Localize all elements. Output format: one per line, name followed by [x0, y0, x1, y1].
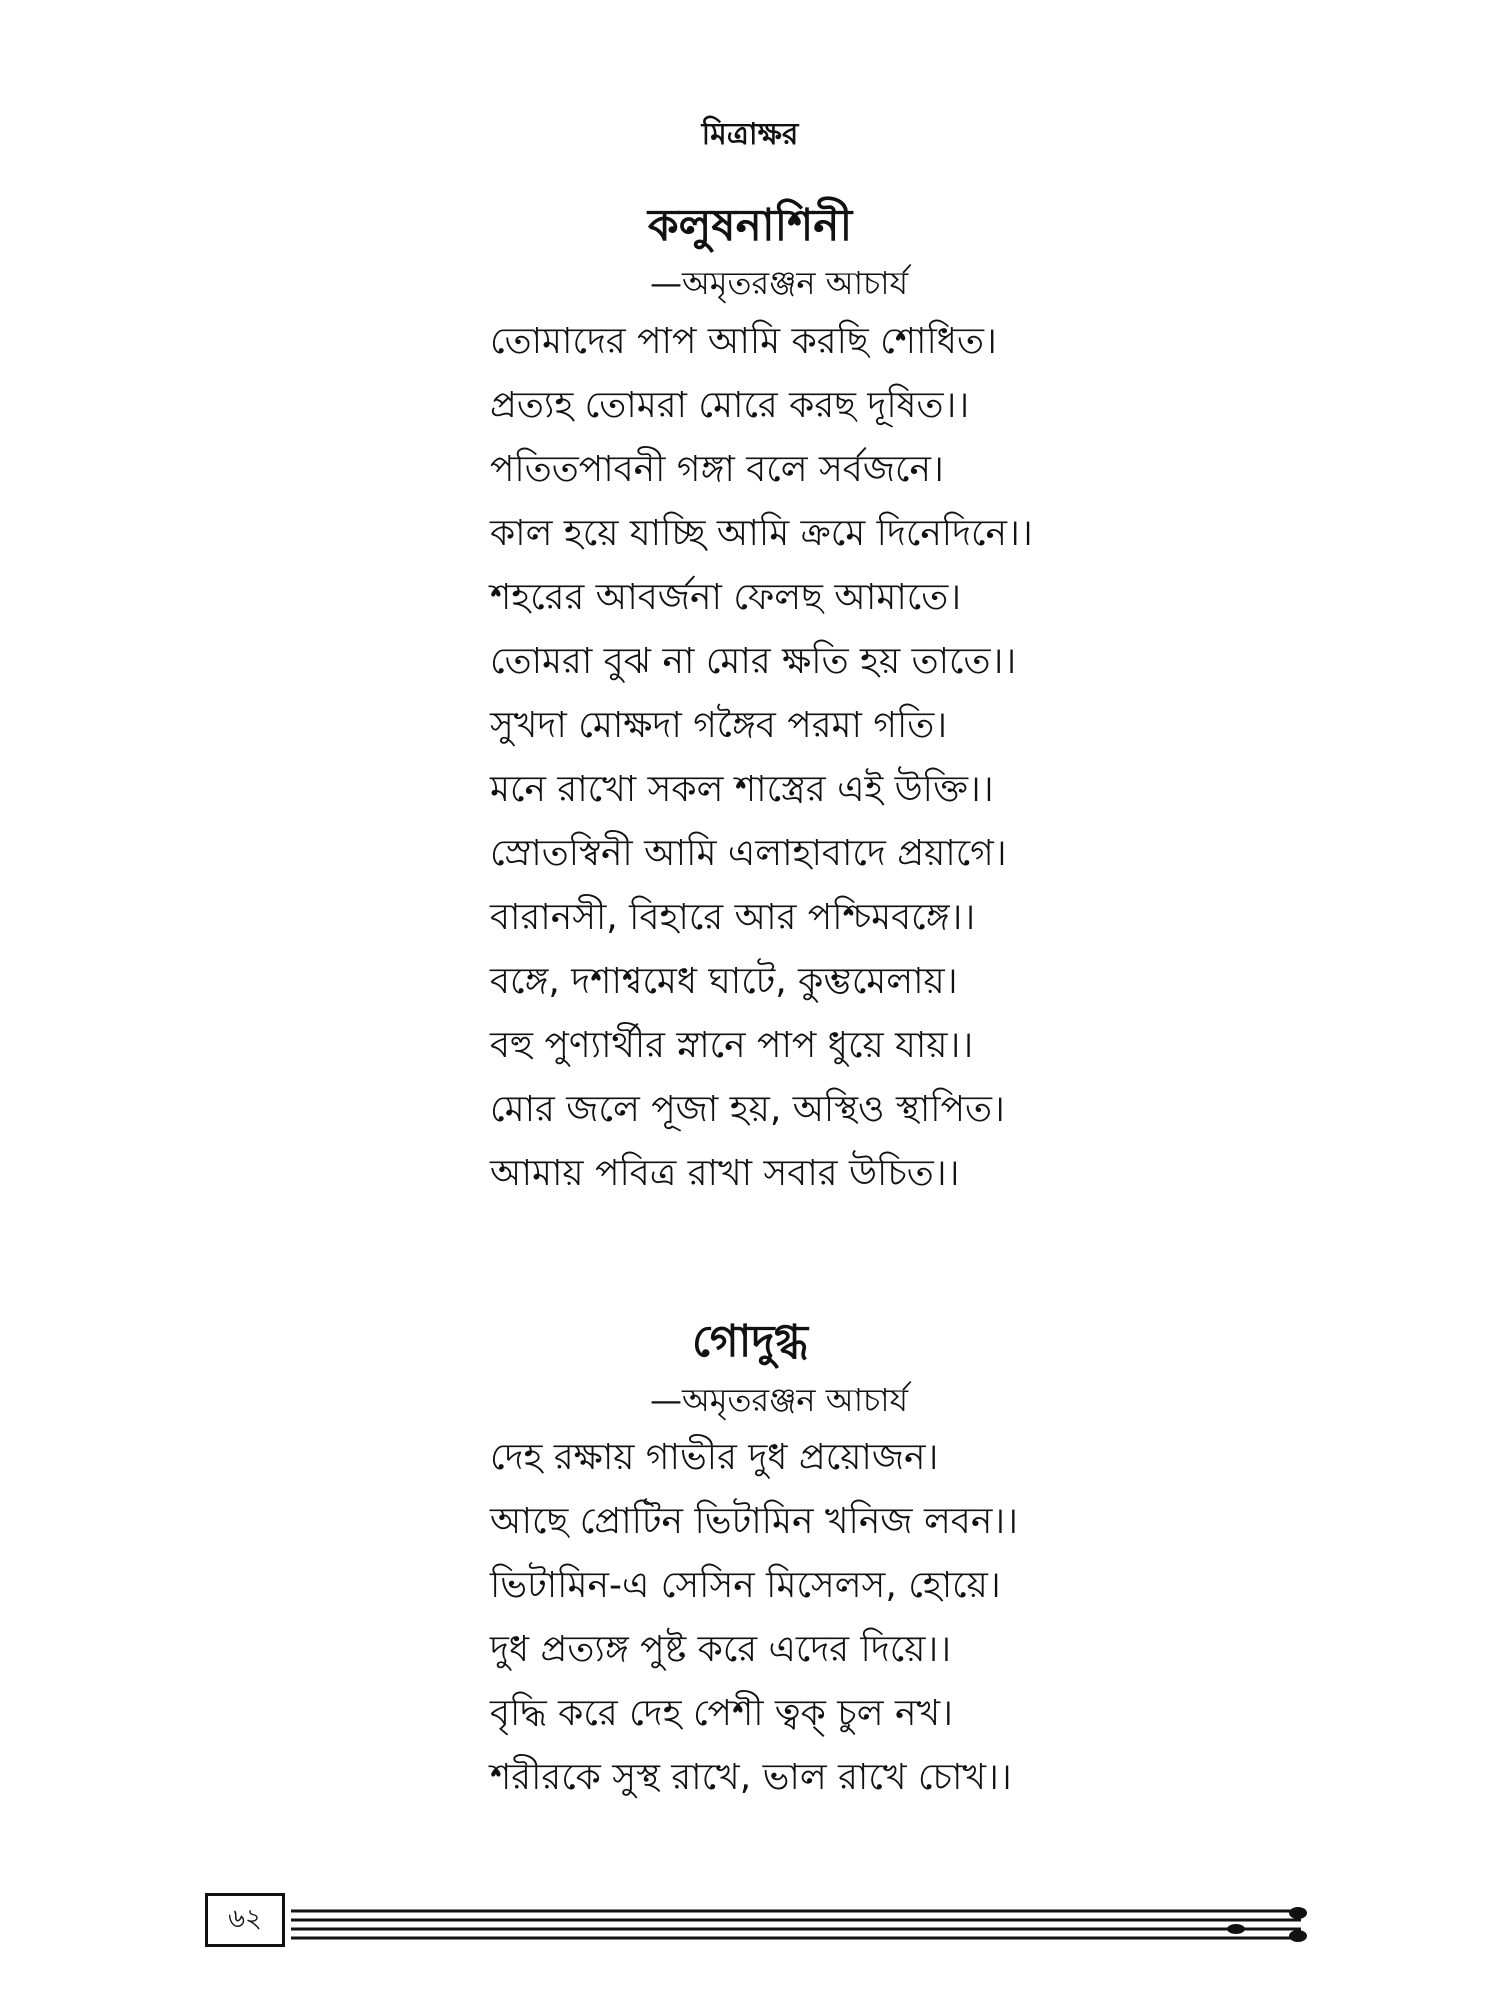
poem-line: বঙ্গে, দশাশ্বমেধ ঘাটে, কুম্ভমেলায়। [490, 961, 958, 1002]
poem-line: বহু পুণ্যার্থীর স্নানে পাপ ধুয়ে যায়।। [490, 1025, 974, 1066]
poem-line: পতিতপাবনী গঙ্গা বলে সর্বজনে। [490, 449, 944, 490]
poem-line: দেহ রক্ষায় গাভীর দুধ প্রয়োজন। [490, 1437, 939, 1478]
poem-line: শহরের আবর্জনা ফেলছ আমাতে। [490, 577, 962, 618]
poem-line: তোমাদের পাপ আমি করছি শোধিত। [490, 321, 997, 362]
poem-title-1: কলুষনাশিনী [647, 200, 853, 251]
poem-line: তোমরা বুঝ না মোর ক্ষতি হয় তাতে।। [490, 641, 1017, 682]
poem-line: সুখদা মোক্ষদা গঙ্গৈব পরমা গতি। [490, 705, 948, 746]
page-footer [205, 1893, 1315, 1953]
poem-line: প্রত্যহ তোমরা মোরে করছ দূষিত।। [490, 385, 970, 426]
poem-line: বৃদ্ধি করে দেহ পেশী ত্বক্ চুল নখ। [490, 1693, 953, 1734]
poem-title-2: গোদুগ্ধ [691, 1316, 809, 1367]
poem-line: স্রোতস্বিনী আমি এলাহাবাদে প্রয়াগে। [490, 833, 1007, 874]
poem-body-2 [490, 1426, 1018, 1810]
poem-line: বারানসী, বিহারে আর পশ্চিমবঙ্গে।। [490, 897, 976, 938]
running-header: মিত্রাক্ষর [701, 117, 799, 152]
poem-line: আছে প্রোটিন ভিটামিন খনিজ লবন।। [490, 1501, 1019, 1542]
poem-author-2: —অমৃতরঞ্জন আচার্য [650, 1381, 909, 1419]
footer-rule-ornament [291, 1893, 1311, 1953]
poem-body-1 [490, 310, 1033, 1206]
poem-line: কাল হয়ে যাচ্ছি আমি ক্রমে দিনেদিনে।। [490, 513, 1033, 554]
poem-line: শরীরকে সুস্থ রাখে, ভাল রাখে চোখ।। [490, 1757, 1012, 1798]
poem-line: ভিটামিন-এ সেসিন মিসেলস, হোয়ে। [490, 1565, 1001, 1606]
poem-line: মনে রাখো সকল শাস্ত্রের এই উক্তি।। [490, 769, 994, 810]
page-number: ৬২ [205, 1893, 285, 1947]
poem-line: আমায় পবিত্র রাখা সবার উচিত।। [490, 1153, 960, 1194]
poem-author-1: —অমৃতরঞ্জন আচার্য [650, 264, 909, 302]
poem-line: দুধ প্রত্যঙ্গ পুষ্ট করে এদের দিয়ে।। [490, 1629, 952, 1670]
poem-line: মোর জলে পূজা হয়, অস্থিও স্থাপিত। [490, 1089, 1005, 1130]
